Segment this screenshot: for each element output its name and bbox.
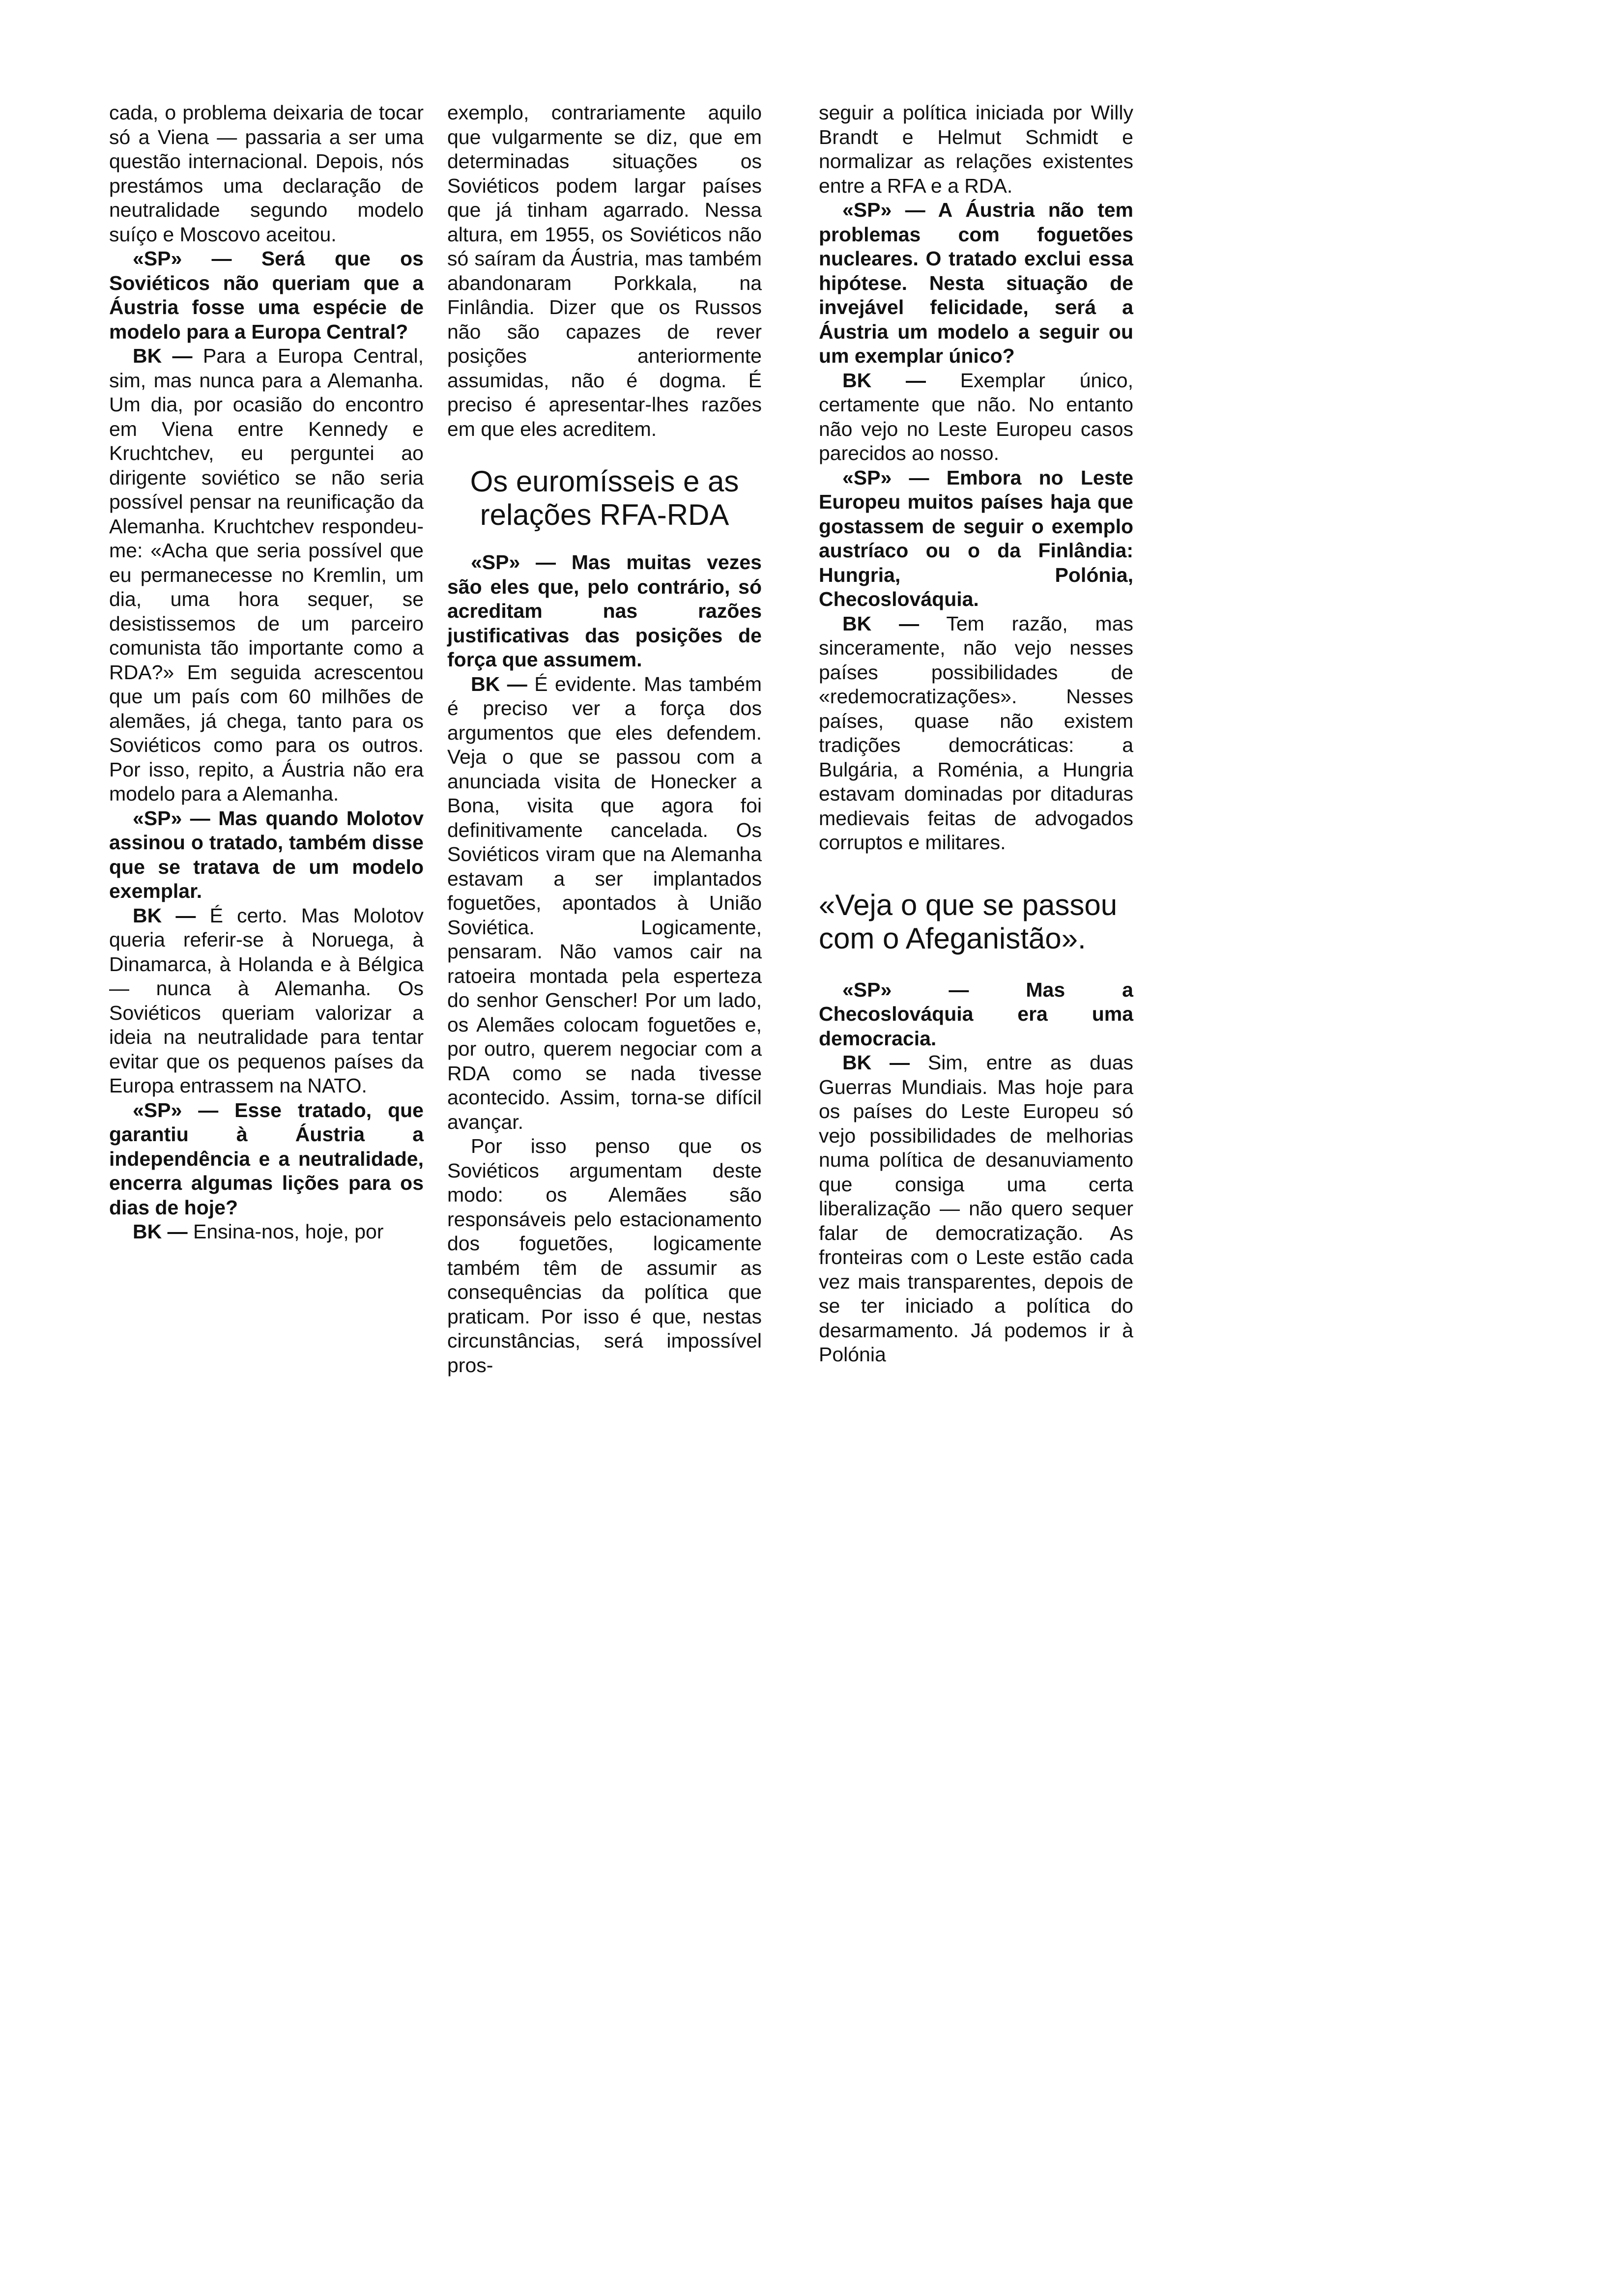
- answer: [819, 1051, 1133, 1367]
- answer-text: É evidente. Mas também é preciso ver a força dos argumentos que eles defendem. Veja o que se passou com a anunciada visita de Honecker a Bona, visita que agora foi definitivamente cancelada. Os Soviéticos viram que na Alemanha estavam a ser implantados foguetões, apontados à União Soviética. Logicamente, pensaram. Não vamos cair na ratoeira montada pela esperteza do senhor Genscher! Por um lado, os Alemães colocam foguetões e, por outro, querem negociar com a RDA como se nada tivesse acontecido. Assim, torna-se difícil avançar.: [447, 672, 762, 1133]
- question-text: Embora no Leste Europeu muitos países haja que gostassem de seguir o exemplo austríaco ou o da Finlândia: Hungria, Polónia, Checoslováquia.: [819, 466, 1133, 610]
- speaker-bk: BK —: [133, 904, 196, 927]
- answer-text: Tem razão, mas sinceramente, não vejo nesses países possibilidades de «redemocratizações». Nesses países, quase não existem tradições democráticas: a Bulgária, a Roménia, a Hungria estavam dominadas por ditaduras medievais feitas de advogados corruptos e militares.: [819, 612, 1133, 854]
- speaker-bk: BK —: [471, 672, 527, 695]
- question: [819, 466, 1133, 612]
- column-1: [109, 101, 424, 1244]
- answer-text: Exemplar único, certamente que não. No entanto não vejo no Leste Europeu casos parecidos ao nosso.: [819, 369, 1133, 464]
- question: [447, 550, 762, 672]
- speaker-sp: «SP» —: [842, 466, 929, 489]
- subheading: Os euromísseis e as relações RFA-RDA: [470, 465, 739, 531]
- speaker-bk: BK —: [842, 1051, 910, 1074]
- answer: [819, 612, 1133, 855]
- paragraph: exemplo, contrariamente aquilo que vulgarmente se diz, que em determinadas situações os Soviéticos podem largar países que já tinham agarrado. Nessa altura, em 1955, os Soviéticos não só saíram da Áustria, mas também abandonaram Porkkala, na Finlândia. Dizer que os Russos não são capazes de rever posições anteriormente assumidas, não é dogma. É preciso é apresentar-lhes razões em que eles acreditem.: [447, 101, 762, 440]
- answer-text: Para a Europa Central, sim, mas nunca para a Alemanha. Um dia, por ocasião do encontro em Viena entre Kennedy e Kruchtchev, eu perguntei ao dirigente soviético se não seria possível pensar na reunificação da Alemanha. Kruchtchev respondeu-me: «Acha que seria possível que eu permanecesse no Kremlin, um dia, uma hora sequer, se desistissemos de um parceiro comunista tão importante como a RDA?» Em seguida acrescentou que um país com 60 milhões de alemães, já chega, tanto para os Soviéticos como para os outros. Por isso, repito, a Áustria não era modelo para a Alemanha.: [109, 344, 424, 805]
- question-text: Mas quando Molotov assinou o tratado, também disse que se tratava de um modelo exemplar.: [109, 806, 424, 902]
- speaker-bk: BK —: [842, 369, 926, 392]
- question: [109, 1098, 424, 1220]
- answer: [819, 369, 1133, 466]
- speaker-bk: BK —: [133, 344, 193, 367]
- answer: [109, 344, 424, 806]
- speaker-bk: BK —: [842, 612, 920, 635]
- answer: [109, 1220, 424, 1244]
- question: [109, 806, 424, 904]
- question-text: A Áustria não tem problemas com foguetões nucleares. O tratado exclui essa hipótese. Nesta situação de invejável felicidade, será a Áustria um modelo a seguir ou um exemplar único?: [819, 199, 1133, 367]
- question-text: Mas muitas vezes são eles que, pelo contrário, só acreditam nas razões justificativas das posições de força que assumem.: [447, 551, 762, 671]
- answer: [447, 672, 762, 1135]
- column-3: [819, 101, 1133, 1367]
- speaker-bk: BK —: [133, 1220, 188, 1243]
- paragraph: seguir a política iniciada por Willy Brandt e Helmut Schmidt e normalizar as relações existentes entre a RFA e a RDA.: [819, 101, 1133, 197]
- speaker-sp: «SP» —: [842, 199, 925, 221]
- answer: [109, 904, 424, 1098]
- question-text: Mas a Checoslováquia era uma democracia.: [819, 978, 1133, 1050]
- question: [819, 198, 1133, 369]
- answer-text: Ensina-nos, hoje, por: [193, 1220, 384, 1243]
- speaker-sp: «SP» —: [133, 806, 210, 830]
- question: [819, 978, 1133, 1051]
- answer-text: É certo. Mas Molotov queria referir-se à Noruega, à Dinamarca, à Holanda e à Bélgica — nunca à Alemanha. Os Soviéticos queriam valorizar a ideia na neutralidade para tentar evitar que os pequenos países da Europa entrassem na NATO.: [109, 904, 424, 1097]
- answer-text: Sim, entre as duas Guerras Mundiais. Mas hoje para os países do Leste Europeu só vejo possibilidades de melhorias numa política de desanuviamento que consiga uma certa liberalização — não quero sequer falar de democratização. As fronteiras com o Leste estão cada vez mais transparentes, depois de se ter iniciado a política do desarmamento. Já podemos ir à Polónia: [819, 1051, 1133, 1366]
- question-text: Esse tratado, que garantiu à Áustria a independência e a neutralidade, encerra algumas lições para os dias de hoje?: [109, 1098, 424, 1219]
- speaker-sp: «SP» —: [133, 247, 232, 270]
- speaker-sp: «SP» —: [471, 551, 556, 574]
- question: [109, 247, 424, 344]
- pull-quote: «Veja o que se passou com o Afeganistão».: [819, 888, 1118, 955]
- paragraph: cada, o problema deixaria de tocar só a Viena — passaria a ser uma questão internacional. Depois, nós prestámos uma declaração de neutralidade segundo modelo suíço e Moscovo aceitou.: [109, 101, 424, 246]
- paragraph: Por isso penso que os Soviéticos argumentam deste modo: os Alemães são responsáveis pelo estacionamento dos foguetões, logicamente também têm de assumir as consequências da política que praticam. Por isso é que, nestas circunstâncias, será impossível pros-: [447, 1135, 762, 1377]
- speaker-sp: «SP» —: [133, 1098, 219, 1121]
- speaker-sp: «SP» —: [842, 978, 969, 1001]
- question-text: Será que os Soviéticos não queriam que a Áustria fosse uma espécie de modelo para a Europa Central?: [109, 247, 424, 343]
- column-2: [447, 101, 762, 1378]
